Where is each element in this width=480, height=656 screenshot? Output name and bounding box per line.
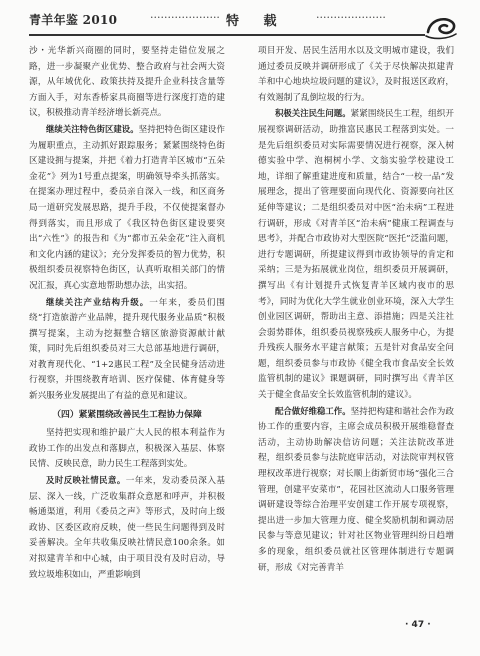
header-dots-left: ···················· xyxy=(150,11,220,24)
paragraph xyxy=(258,404,454,577)
subheading: 继续关注特色街区建设。 xyxy=(46,123,139,134)
header-rule xyxy=(29,34,425,36)
paragraph: 坚持把实现和维护最广大人民的根本利益作为政协工作的出发点和落脚点，积极深入基层、体察民情、反映民意，助力民生工程落到实处。 xyxy=(29,428,225,470)
right-column xyxy=(258,44,454,576)
paragraph-text: 一年来，发动委员深入基层、深入一线，广泛收集群众意愿和呼声，并积极畅通渠道，利用《委员之声》等形式，及时向上级政协、区委区政府反映，使一些民生问题得到及时妥善解决。全年共收集反映社情民意100余条。如对拟建青羊和中心城，由于项目没有及时启动，导致垃圾堆积如山，严重影响到 xyxy=(29,476,225,580)
paragraph xyxy=(29,122,225,295)
subheading: 及时反映社情民意。 xyxy=(46,475,126,486)
subheading: 积极关注民生问题。 xyxy=(275,108,351,119)
paragraph xyxy=(258,106,454,403)
left-column xyxy=(29,44,225,583)
paragraph xyxy=(29,473,225,583)
yearbook-title: 青羊年鉴 2010 xyxy=(29,13,118,27)
paragraph: 沙・光华新兴商圈的同时，要坚持走错位发展之路，进一步凝聚产业优势、整合政府与社会两大资源，从年域优化、政策扶持及提升企业科技含量等方面入手，对东香桥家具商圈等进行深度打造的建议，积极推动青羊经济增长新亮点。 xyxy=(29,46,225,119)
paragraph xyxy=(29,295,225,405)
paragraph-text: 坚持把特色街区建设作为履职重点，主动抓好跟踪服务；紧紧围绕特色街区建设拥与提案，并把《着力打造青羊区城市“五朵金花”》列为1号重点提案，明确领导牵头抓落实。在提案办理过程中，委员亲自深入一线，和区商务局一道研究发展思路，提升手段，不仅使提案督办得到落实，而且形成了《我区特色街区建设要突出“六性”》的报告和《为“都市五朵金花”注入商机和文化内涵的建议》；充分发挥委员的智力优势，积极组织委员视察特色街区，认真听取相关部门的情况汇报，真心实意地帮助想办法，出实招。 xyxy=(29,124,225,291)
running-header xyxy=(0,0,480,30)
subheading: 配合做好维稳工作。 xyxy=(275,405,351,416)
paragraph-text: 紧紧围绕民生工程，组织开展视察调研活动，助推富民惠民工程落到实处。一是先后组织委员对实际需要情况进行视察，深入树德实验中学、泡桐树小学、文翁实验学校建设工地，详细了解重建进度和质量，结合“一校一品”发展理念，提出了管理要面向现代化、资源要向社区延伸等建议；二是组织委员对中医“治未病”工程进行调研，形成《对青羊区“治未病”健康工程调查与思考》，并配合市政协对大型医院“医托”泛滥问题，进行专题调研，所提建议得到市政协领导的肯定和采纳；三是为拓展就业岗位，组织委员开展调研，撰写出《有计划提升式恢复青羊区域内夜市的思考》，同时为优化大学生就业创业环境，深入大学生创业园区调研，帮助出主意、添措施；四是关注社会弱势群体，组织委员视察残疾人服务中心，为提升残疾人服务水平建言献策；五是针对食品安全问题，组织委员参与市政协《健全我市食品安全长效监管机制的建议》课题调研，同时撰写出《青羊区关于健全食品安全长效监管机制的建议》。 xyxy=(258,109,454,401)
paragraph: 项目开发、居民生活用水以及文明城市建设，我们通过委员反映并调研形成了《关于尽快解决拟建青羊和中心地块垃圾问题的建议》，及时报送区政府，有效遏制了乱倒垃圾的行为。 xyxy=(258,46,454,103)
section-heading: （四）紧紧围绕改善民生工程协力保障 xyxy=(52,409,202,420)
header-dots-right: ···················· xyxy=(316,11,386,24)
section-title: 特 载 xyxy=(226,14,287,29)
paragraph-text: 一年来，委员们围绕“打造旅游产业品牌，提升现代服务业品质”积极撰写提案，主动为挖掘整合辖区旅游资源献计献策，同时先后组织委员对三大总部基地进行调研，对教育现代化、“1+2惠民工程”及全民健身活动进行视察，并围绕教育培训、医疗保健、体育健身等新兴服务业发展提出了有益的意见和建议。 xyxy=(29,297,225,402)
subheading: 继续关注产业结构升级。 xyxy=(46,296,150,307)
paragraph-text: 坚持把构建和谐社会作为政协工作的重要内容，主席会成员积极开展维稳督查活动，主动协助解决信访问题；关注法院改革进程，组织委员参与法院庭审活动，对法院审判权管理权改革进行视察；对长顺上街新贸市场“强化三合管理，创建平安菜市”，花园社区流动人口服务管理调研建设等综合治理平安创建工作开展专项视察，提出进一步加大管理力度、健全奖励机制和调动居民参与等意见建议；针对社区物业管理纠纷日趋增多的现象，组织委员就社区管理体制进行专题调研，形成《对完善青羊 xyxy=(258,406,454,573)
page-number: · 47 · xyxy=(405,620,431,630)
swirl-logo-icon xyxy=(424,14,458,40)
